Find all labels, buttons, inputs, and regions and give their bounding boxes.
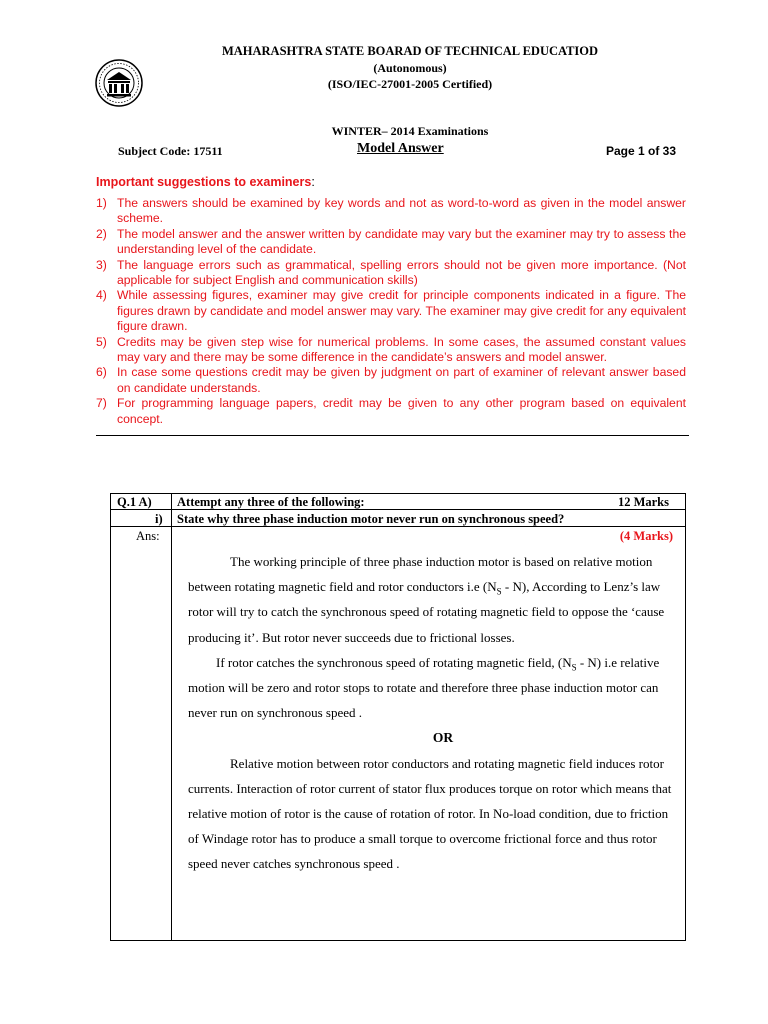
section-divider [96, 435, 689, 436]
suggestion-text: For programming language papers, credit may be given to any other program based on equivalent concept. [117, 396, 686, 426]
suggestion-number: 4) [96, 288, 107, 303]
suggestion-text: While assessing figures, examiner may give credit for principle components indicated in a figure. The figures drawn by candidate and model answer may vary. The examiner may give credit for any equivalent figure drawn. [117, 288, 686, 334]
subquestion-text: State why three phase induction motor never run on synchronous speed? [177, 512, 565, 526]
answer-paragraph: Relative motion between rotor conductors and rotating magnetic field induces rotor currents. Interaction of rotor current of stator flux produces torque on rotor which means that relative motion of rotor is the cause of rotation of rotor. In No-load condition, due to friction of Windage rotor has to produce a small torque to overcome frictional force and thus rotor speed never catches synchronous speed . [188, 755, 672, 872]
answer-label: Ans: [136, 529, 160, 543]
suggestion-number: 7) [96, 396, 107, 411]
suggestions-colon: : [311, 175, 315, 189]
suggestion-text: The language errors such as grammatical, spelling errors should not be given more importance. (Not applicable for subject English and communication skills) [117, 257, 686, 288]
answer-text: - N), According to Lenz’s law rotor will try to catch the synchronous speed of rotating magnetic field to oppose the ‘cause producing it’. But rotor never succeeds due to frictional losses. [188, 579, 665, 645]
answer-text: If rotor catches the synchronous speed of rotating magnetic field, (N [216, 654, 572, 670]
suggestion-item [96, 258, 686, 289]
suggestion-number: 1) [96, 196, 107, 210]
suggestion-number: 3) [96, 257, 107, 272]
subquestion-number: i) [155, 512, 163, 526]
suggestion-item [96, 227, 686, 258]
column-divider [171, 494, 172, 940]
subscript: S [571, 662, 577, 673]
suggestions-heading [96, 175, 315, 189]
question-number: Q.1 A) [117, 495, 152, 509]
suggestion-item [96, 196, 686, 227]
suggestions-list [96, 196, 686, 427]
question-table [110, 493, 686, 941]
suggestion-text: The model answer and the answer written by candidate may vary but the examiner may try to assess the understanding level of the candidate. [117, 226, 686, 257]
suggestions-title: Important suggestions to examiners [96, 175, 312, 189]
answer-marks: (4 Marks) [619, 529, 673, 543]
suggestion-item [96, 365, 686, 396]
suggestion-number: 2) [96, 226, 107, 241]
subscript: S [496, 586, 502, 597]
suggestion-text: Credits may be given step wise for numerical problems. In some cases, the assumed constant values may vary and there may be some difference in the candidate’s answers and model answer. [117, 334, 686, 365]
suggestion-text: In case some questions credit may be given by judgment on part of examiner of relevant answer based on candidate understands. [117, 365, 686, 395]
answer-paragraph [188, 650, 678, 726]
answer-paragraph [188, 549, 678, 650]
board-name: MAHARASHTRA STATE BOARAD OF TECHNICAL EDUCATIOD [221, 44, 599, 58]
exam-session: WINTER– 2014 Examinations [331, 124, 489, 138]
autonomous-label: (Autonomous) [373, 61, 447, 75]
certification-label: (ISO/IEC-27001-2005 Certified) [327, 77, 493, 91]
answer-text: - N) i.e relative motion will be zero and rotor stops to rotate and therefore three phase induction motor can never run on synchronous speed . [188, 654, 660, 721]
suggestion-number: 5) [96, 334, 107, 349]
or-separator: OR [432, 730, 454, 746]
suggestion-number: 6) [96, 365, 107, 380]
suggestion-text: The answers should be examined by key words and not as word-to-word as given in the model answer scheme. [117, 196, 686, 226]
suggestion-item [96, 335, 686, 366]
subject-code: Subject Code: 17511 [118, 144, 223, 158]
page-number: Page 1 of 33 [606, 144, 677, 158]
suggestion-item [96, 288, 686, 334]
page-title: Model Answer [357, 141, 444, 156]
answer-body [188, 549, 678, 877]
board-emblem-icon [94, 58, 144, 108]
answer-text: The working principle of three phase induction motor is based on relative motion between rotating magnetic field and rotor conductors i.e (N [188, 554, 653, 595]
suggestion-item [96, 396, 686, 427]
question-marks: 12 Marks [617, 495, 669, 509]
question-instruction: Attempt any three of the following: [177, 495, 365, 509]
